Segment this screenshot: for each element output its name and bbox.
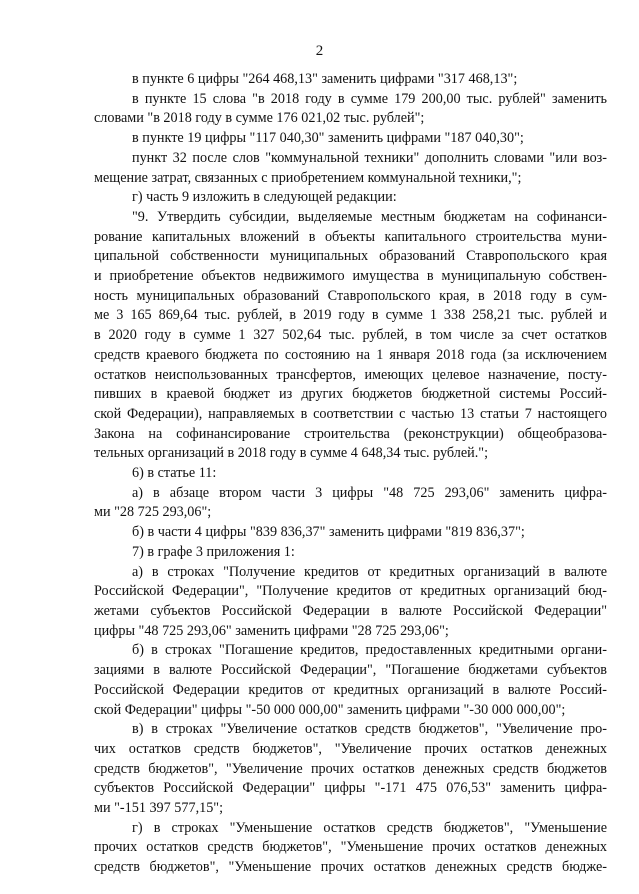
text-line: и приобретение объектов недвижимого имущества в муниципальную собствен- xyxy=(94,268,607,285)
text-line: в пункте 19 цифры "117 040,30" заменить цифрами "187 040,30"; xyxy=(132,130,524,147)
text-line: чих остатков средств бюджетов", "Увеличение прочих остатков денежных xyxy=(94,740,607,757)
text-line: мещение затрат, связанных с приобретением коммунальной техники,"; xyxy=(94,169,522,186)
text-line: б) в строках "Погашение кредитов, предоставленных кредитными органи- xyxy=(132,642,607,659)
text-line: в пункте 6 цифры "264 468,13" заменить цифрами "317 468,13"; xyxy=(132,71,518,87)
text-line: остатков неиспользованных трансфертов, имеющих целевое назначение, посту- xyxy=(94,366,607,383)
page-number: 2 xyxy=(315,43,324,59)
text-line: субъектов Российской Федерации" цифры "-171 475 076,53" заменить цифра- xyxy=(94,780,607,797)
text-line: средств бюджетов", "Увеличение прочих остатков денежных средств бюджетов xyxy=(94,760,607,777)
text-line: пункт 32 после слов "коммунальной техники" дополнить словами "или воз- xyxy=(132,149,607,166)
text-line: а) в абзаце втором части 3 цифры "48 725 293,06" заменить цифра- xyxy=(132,484,607,501)
text-line: зациями в валюте Российской Федерации", "Погашение бюджетами субъектов xyxy=(94,662,607,679)
text-line: средств бюджетов", "Уменьшение прочих остатков денежных средств бюдже- xyxy=(94,859,607,876)
text-line: рование капитальных вложений в объекты капитального строительства муни- xyxy=(94,228,607,245)
text-line: средств краевого бюджета по состоянию на 1 января 2018 года (за исключением xyxy=(94,346,607,363)
text-line: Российской Федерации", "Получение кредитов от кредитных организаций бюд- xyxy=(94,583,607,600)
text-line: б) в части 4 цифры "839 836,37" заменить цифрами "819 836,37"; xyxy=(132,524,525,541)
text-line: ципальной собственности муниципальных образований Ставропольского края xyxy=(94,248,607,265)
text-line: ми "-151 397 577,15"; xyxy=(94,800,224,817)
text-line: в) в строках "Увеличение остатков средств бюджетов", "Увеличение про- xyxy=(132,721,607,738)
text-line: цифры "48 725 293,06" заменить цифрами "28 725 293,06"; xyxy=(94,622,449,639)
text-line: в 2020 году в сумме 1 327 502,64 тыс. рублей, в том числе за счет остатков xyxy=(94,327,607,344)
text-line: г) часть 9 изложить в следующей редакции: xyxy=(132,189,397,206)
text-line: ской Федерации" цифры "-50 000 000,00" заменить цифрами "-30 000 000,00"; xyxy=(94,701,566,718)
text-line: прочих остатков средств бюджетов", "Уменьшение прочих остатков денежных xyxy=(94,839,607,856)
text-line: 7) в графе 3 приложения 1: xyxy=(132,543,295,560)
text-line: 6) в статье 11: xyxy=(132,465,217,482)
text-line: ность муниципальных образований Ставропольского края, в 2018 году в сум- xyxy=(94,287,607,304)
text-line: г) в строках "Уменьшение остатков средств бюджетов", "Уменьшение xyxy=(132,819,607,836)
text-line: Российской Федерации кредитов от кредитных организаций в валюте Россий- xyxy=(94,681,607,698)
document-body xyxy=(94,70,607,878)
text-line: словами "в 2018 году в сумме 176 021,02 тыс. рублей"; xyxy=(94,110,425,127)
text-line: Закона на софинансирование строительства (реконструкции) общеобразова- xyxy=(94,425,607,442)
text-line: тельных организаций в 2018 году в сумме 4 648,34 тыс. рублей."; xyxy=(94,445,489,462)
text-line: ме 3 165 869,64 тыс. рублей, в 2019 году в сумме 1 338 258,21 тыс. рублей и xyxy=(94,307,607,324)
text-line: жетами субъектов Российской Федерации в валюте Российской Федерации" xyxy=(94,602,607,619)
text-line: ми "28 725 293,06"; xyxy=(94,504,212,521)
text-line: в пункте 15 слова "в 2018 году в сумме 179 200,00 тыс. рублей" заменить xyxy=(132,90,607,107)
text-line: ской Федерации), направляемых в соответствии с частью 13 статьи 7 настоящего xyxy=(94,405,607,422)
text-line: а) в строках "Получение кредитов от кредитных организаций в валюте xyxy=(132,563,607,580)
text-line: пивших в краевой бюджет из других бюджетов бюджетной системы Россий- xyxy=(94,386,607,403)
text-line: "9. Утвердить субсидии, выделяемые местным бюджетам на софинанси- xyxy=(132,208,607,225)
